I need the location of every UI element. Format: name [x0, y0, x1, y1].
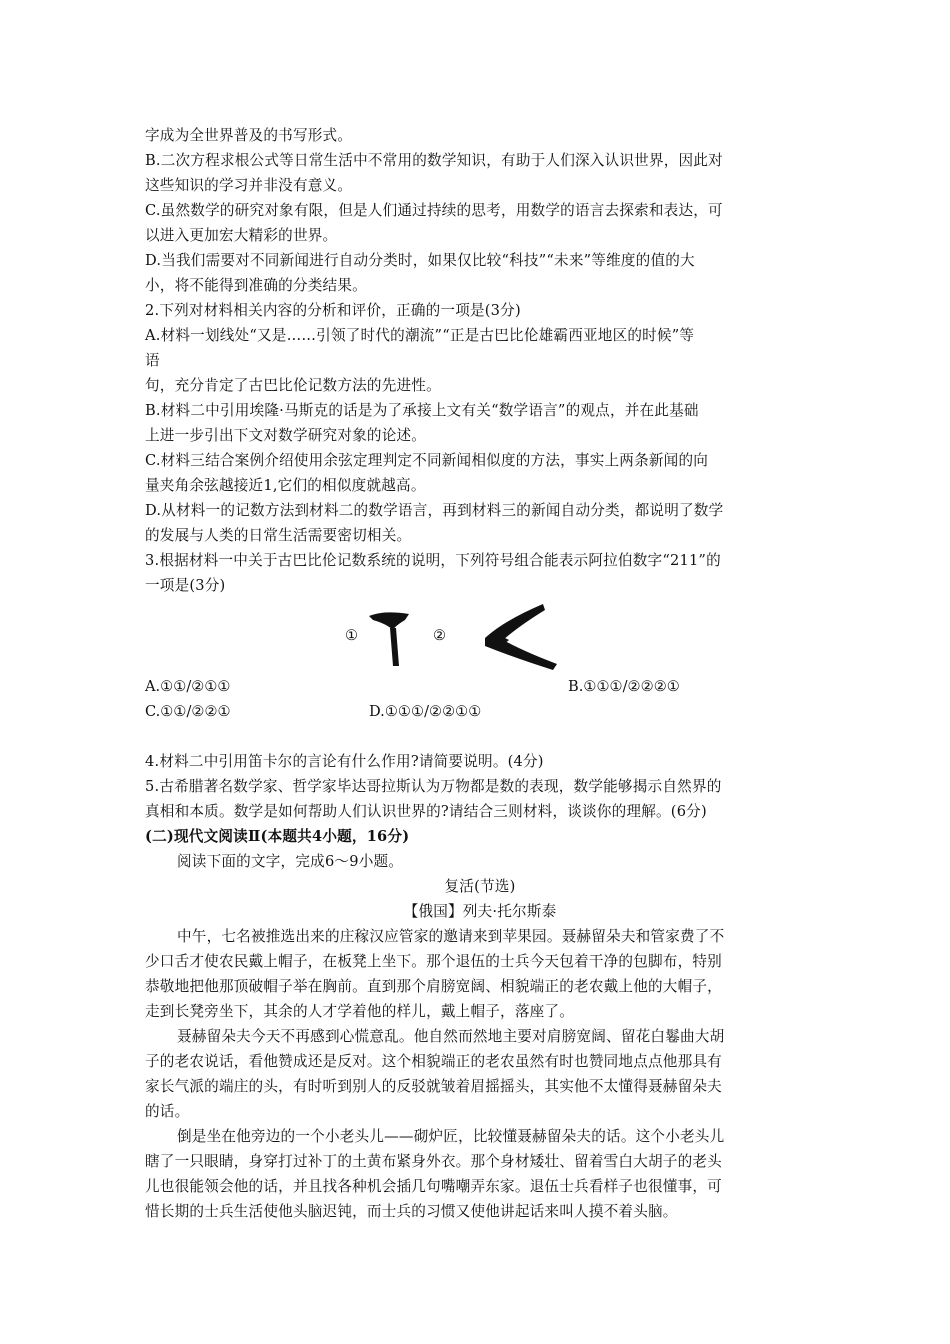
- question-5: 5.古希腊著名数学家、哲学家毕达哥拉斯认为万物都是数的表现，数学能够揭示自然界的: [145, 778, 722, 795]
- passage-line: 恭敬地把他那顶破帽子举在胸前。直到那个肩膀宽阔、相貌端正的老农戴上他的大帽子，: [145, 978, 722, 995]
- answer-option-b: B.①①①/②②②①: [568, 678, 680, 695]
- text-line: 量夹角余弦越接近1,它们的相似度就越高。: [145, 477, 426, 494]
- question-3: 3.根据材料一中关于古巴比伦记数系统的说明，下列符号组合能表示阿拉伯数字“211”的: [145, 552, 721, 569]
- section-title: (二)现代文阅读Ⅱ(本题共4小题，16分): [145, 828, 410, 845]
- answer-option-d: D.①①①/②②①①: [369, 703, 482, 720]
- passage-title: 复活(节选): [444, 878, 516, 895]
- symbol-two-label: ②: [433, 627, 447, 644]
- passage-line: 走到长凳旁坐下，其余的人才学着他的样儿，戴上帽子，落座了。: [145, 1003, 575, 1020]
- passage-line: 惜长期的士兵生活使他头脑迟钝，而士兵的习惯又使他讲起话来叫人摸不着头脑。: [145, 1203, 678, 1220]
- cuneiform-ten-icon: [475, 600, 565, 672]
- passage-line: 子的老农说话，看他赞成还是反对。这个相貌端正的老农虽然有时也赞同地点点他那具有: [145, 1053, 722, 1070]
- option-d-line: D.当我们需要对不同新闻进行自动分类时，如果仅比较“科技”“未来”等维度的值的大: [145, 252, 695, 269]
- text-line: 的发展与人类的日常生活需要密切相关。: [145, 527, 412, 544]
- option-a-line: A.材料一划线处“又是……引领了时代的潮流”“正是古巴比伦雄霸西亚地区的时候”等: [145, 327, 695, 344]
- option-b-line: B.二次方程求根公式等日常生活中不常用的数学知识，有助于人们深入认识世界，因此对: [145, 152, 723, 169]
- passage-author: 【俄国】列夫·托尔斯泰: [403, 903, 557, 920]
- answer-option-c: C.①①/②②①: [145, 703, 231, 720]
- option-c-line: C.材料三结合案例介绍使用余弦定理判定不同新闻相似度的方法，事实上两条新闻的向: [145, 452, 709, 469]
- option-d-line: D.从材料一的记数方法到材料二的数学语言，再到材料三的新闻自动分类，都说明了数学: [145, 502, 724, 519]
- passage-line: 少口舌才使农民戴上帽子，在板凳上坐下。那个退伍的士兵今天包着干净的包脚布，特别: [145, 953, 722, 970]
- answer-option-a: A.①①/②①①: [145, 678, 231, 695]
- cuneiform-one-icon: [363, 604, 423, 670]
- text-line: 真相和本质。数学是如何帮助人们认识世界的?请结合三则材料，谈谈你的理解。(6分): [145, 803, 707, 820]
- passage-line: 儿也很能领会他的话，并且找各种机会插几句嘴嘲弄东家。退伍士兵看样子也很懂事，可: [145, 1178, 722, 1195]
- text-line: 字成为全世界普及的书写形式。: [145, 127, 353, 144]
- passage-line: 瞎了一只眼睛，身穿打过补丁的土黄布紧身外衣。那个身材矮壮、留着雪白大胡子的老头: [145, 1153, 722, 1170]
- text-line: 一项是(3分): [145, 577, 226, 594]
- symbol-one-label: ①: [345, 627, 359, 644]
- text-line: 以进入更加宏大精彩的世界。: [145, 227, 338, 244]
- passage-line: 倒是坐在他旁边的一个小老头儿——砌炉匠，比较懂聂赫留朵夫的话。这个小老头儿: [177, 1128, 725, 1145]
- text-line: 句，充分肯定了古巴比伦记数方法的先进性。: [145, 377, 441, 394]
- text-line: 语: [145, 352, 160, 369]
- option-b-line: B.材料二中引用埃隆·马斯克的话是为了承接上文有关“数学语言”的观点，并在此基础: [145, 402, 699, 419]
- text-line: 小，将不能得到准确的分类结果。: [145, 277, 367, 294]
- instruction: 阅读下面的文字，完成6～9小题。: [177, 853, 404, 870]
- question-4: 4.材料二中引用笛卡尔的言论有什么作用?请简要说明。(4分): [145, 753, 544, 770]
- passage-line: 的话。: [145, 1103, 190, 1120]
- cuneiform-figure: [335, 598, 575, 678]
- text-line: 上进一步引出下文对数学研究对象的论述。: [145, 427, 427, 444]
- passage-line: 中午，七名被推选出来的庄稼汉应管家的邀请来到苹果园。聂赫留朵夫和管家费了不: [177, 928, 725, 945]
- passage-line: 聂赫留朵夫今天不再感到心慌意乱。他自然而然地主要对肩膀宽阔、留花白鬈曲大胡: [177, 1028, 725, 1045]
- passage-line: 家长气派的端庄的头，有时听到别人的反驳就皱着眉摇摇头，其实他不太懂得聂赫留朵夫: [145, 1078, 722, 1095]
- text-line: 这些知识的学习并非没有意义。: [145, 177, 353, 194]
- option-c-line: C.虽然数学的研究对象有限，但是人们通过持续的思考，用数学的语言去探索和表达，可: [145, 202, 723, 219]
- question-2: 2.下列对材料相关内容的分析和评价，正确的一项是(3分): [145, 302, 521, 319]
